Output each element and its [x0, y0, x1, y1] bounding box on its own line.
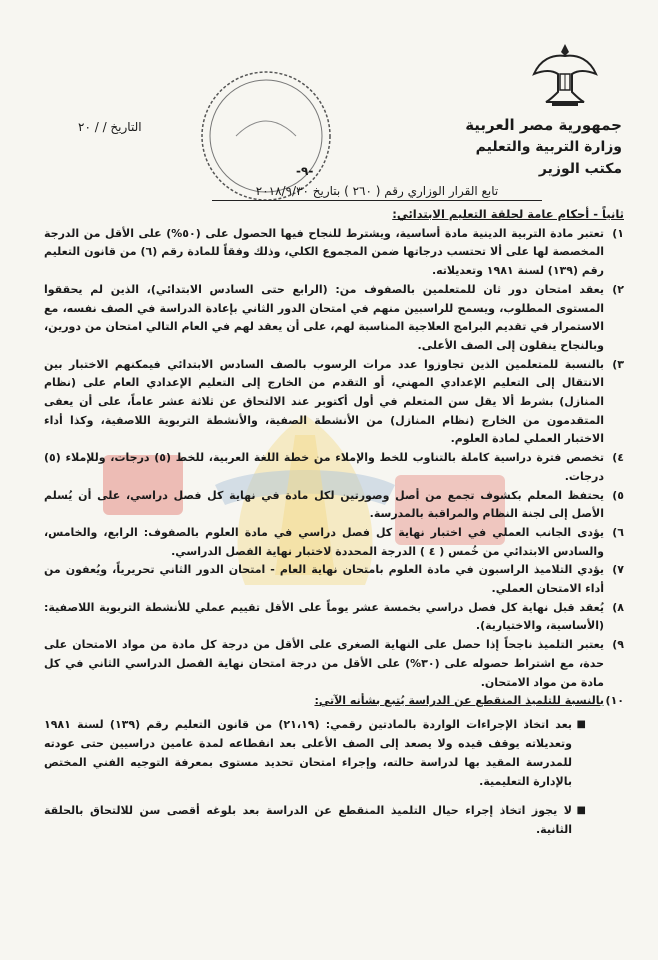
- sub-item: [44, 801, 586, 839]
- article-item: [44, 281, 624, 356]
- article-item: [44, 524, 624, 561]
- ministry-name: وزارة التربية والتعليم: [475, 139, 622, 155]
- article-number: ٣): [612, 357, 624, 371]
- article-item: [44, 487, 624, 524]
- article-number: ١): [612, 226, 624, 240]
- article-number: ٧): [612, 563, 624, 577]
- article-text: تخصص فترة دراسية كاملة بالتناوب للخط والإملاء من خطة اللغة العربية، للخط (٥) درجات، وللإملاء (٥) درجات.: [44, 451, 604, 483]
- article-number: ١٠): [605, 694, 624, 708]
- article-text: بالنسبة للمتعلمين الذين تجاوزوا عدد مرات الرسوب بالصف السادس الابتدائي فيمكنهم الاختبار بين الانتقال إلى التعليم الإعدادي المهني، أو التقدم من الخارج إلى التعليم الإعدادي العام على (نظام المنازل) بشرط ألا يقل سن المتعلم في أول أكتوبر عند الالتحاق عن ثلاثة عشر عاماً، على أن يعفى المتقدمون من الخارج (نظام المنازل) من الأنشطة الصفية، والأنشطة التربوية اللاصفية، وكذا أداء الاختبار العملي لمادة العلوم.: [44, 357, 604, 446]
- article-text: يُعقد قبل نهاية كل فصل دراسي بخمسة عشر يوماً على الأقل تقييم عملي للأنشطة التربوية اللاصفية: (الأساسية، والاختيارية).: [44, 600, 604, 633]
- decision-title: تابع القرار الوزاري رقم ( ٢٦٠ ) بتاريخ ٢٠١٨/٩/٣٠: [212, 184, 542, 201]
- article-number: ٩): [612, 638, 624, 652]
- article-number: ٢): [612, 282, 624, 296]
- country-name: جمهورية مصر العربية: [465, 116, 622, 134]
- page-number: -٩-: [296, 164, 314, 178]
- ministry-header: [442, 114, 622, 180]
- article-number: ٨): [612, 600, 624, 614]
- eagle-emblem-icon: [530, 40, 600, 108]
- sub-item-text: بعد اتخاذ الإجراءات الواردة بالمادتين رقمي: (٢١،١٩) من قانون التعليم رقم (١٣٩) لسنة ١٩٨١ وتعديلاته يوقف قيده ولا يصعد إلى الصف الأعلى بعد انقطاعه لمدة عامين دراسيين حتى عودته للمدرسة المقيد بها لدراسة حالته، وإجراء امتحان تحديد مستوى بمعرفة التوجيه الفني المختص بالإدارة التعليمية.: [44, 717, 572, 788]
- article-text: تعتبر مادة التربية الدينية مادة أساسية، ويشترط للنجاح فيها الحصول على (٥٠%) على الأقل من الدرجة المخصصة لها على ألا تحتسب درجاتها ضمن المجموع الكلي، وذلك وفقاً للمادة رقم (٦) من قانون التعليم رقم (١٣٩) لسنة ١٩٨١ وتعديلاته.: [44, 226, 605, 278]
- article-item: [44, 636, 624, 692]
- sub-items-list: [44, 715, 604, 839]
- article-text: يعقد امتحان دور ثان للمتعلمين بالصفوف من: (الرابع حتى السادس الابتدائي)، الذين لم يحققوا المستوى المطلوب، ويسمح للراسبين منهم في امتحان الدور الثاني بإعادة الدراسة في الصف نفسه، مع الاستمرار في تقديم البرامج العلاجية المناسبة لهم، على أن يعقد لهم في العام التالي امتحان من دورين، وبالنجاح ينقلون إلى الصف الأعلى.: [44, 282, 604, 352]
- articles-list: [44, 225, 624, 839]
- article-item: [44, 599, 624, 636]
- sub-item: [44, 715, 586, 791]
- bullet-icon: ■: [576, 718, 586, 730]
- article-item: [44, 356, 624, 450]
- article-text: يؤدى الجانب العملي في اختبار نهاية كل فصل دراسي في مادة العلوم بالصفوف: الرابع، والخامس، والسادس الابتدائي من خُمس ( ٤ ) الدرجة المحددة لاختبار نهاية الفصل الدراسي.: [44, 525, 604, 558]
- article-number: ٦): [612, 525, 624, 539]
- article-text: يعتبر التلميذ ناجحاً إذا حصل على النهاية الصغرى على الأقل من درجة كل مادة من مواد الامتحان على حدة، مع اشتراط حصوله على (٣٠%) على الأقل من درجة امتحان نهاية الفصل الدراسي الثاني في كل مادة من مواد الامتحان.: [44, 638, 604, 689]
- sub-item-text: لا يجوز اتخاذ إجراء حيال التلميذ المنقطع عن الدراسة بعد بلوغه أقصى سن للالتحاق بالحلقة الثانية.: [44, 803, 572, 836]
- article-number: ٤): [612, 451, 624, 465]
- article-text: يحتفظ المعلم بكشوف تجمع من أصل وصورتين لكل مادة في نهاية كل فصل دراسي، على أن يُسلم الأصل إلى لجنة النظام والمراقبة بالمدرسة.: [44, 488, 604, 521]
- article-item: [44, 692, 624, 839]
- section-heading: ثانياً - أحكام عامة لحلقة التعليم الابتدائي:: [392, 207, 624, 221]
- article-item: [44, 225, 624, 281]
- document-body: [44, 205, 624, 849]
- article-item: [44, 561, 624, 598]
- date-field: التاريخ / / ٢٠: [78, 120, 142, 134]
- article-item: [44, 449, 624, 486]
- bullet-icon: ■: [576, 804, 586, 816]
- article-number: ٥): [612, 488, 624, 502]
- office-name: مكتب الوزير: [538, 161, 622, 177]
- article-text: بالنسبة للتلميذ المنقطع عن الدراسة يُتبع بشأنه الآتي:: [314, 694, 604, 708]
- article-text: يؤدي التلاميذ الراسبون في مادة العلوم بامتحان نهاية العام - امتحان الدور الثاني تحريرياً، ويُعفون من أداء الامتحان العملي.: [44, 563, 604, 596]
